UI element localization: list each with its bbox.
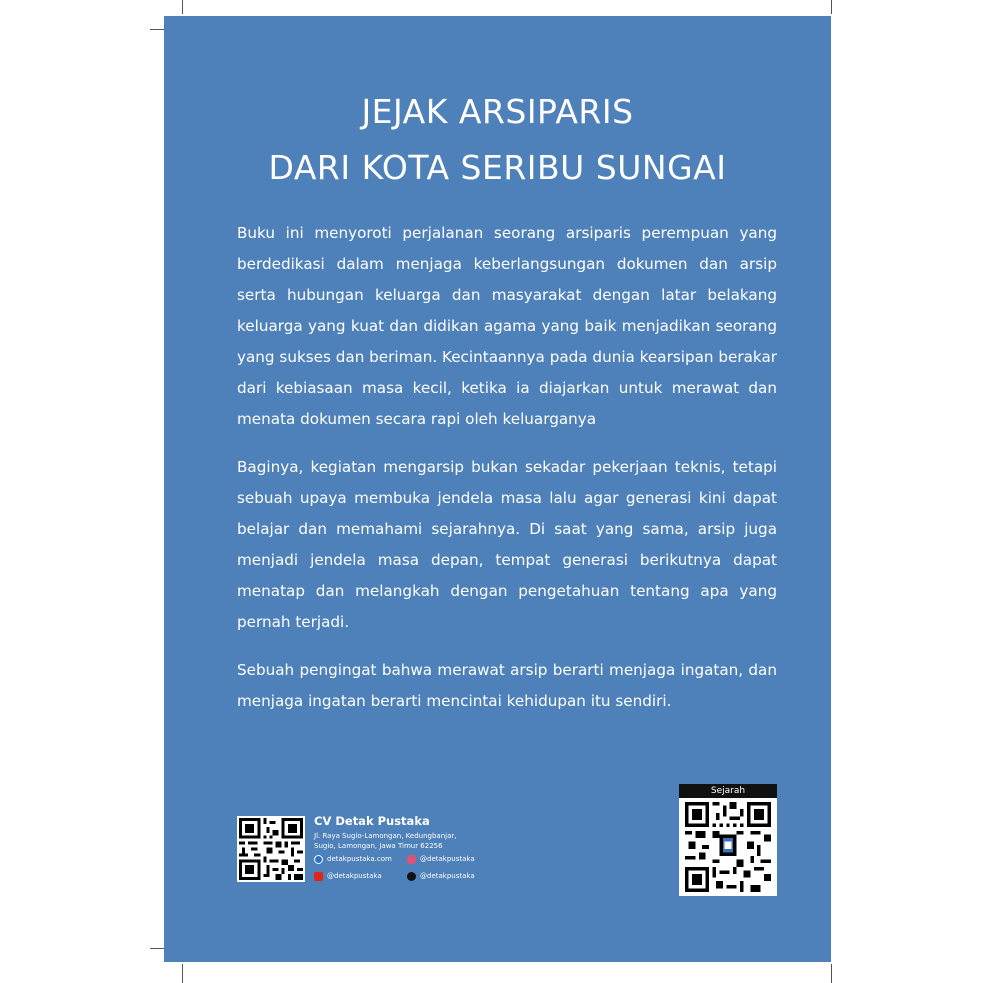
title-line-2: DARI KOTA SERIBU SUNGAI: [268, 148, 727, 187]
instagram-link[interactable]: [407, 854, 475, 864]
crop-mark-top-right: [831, 0, 832, 14]
back-cover: [164, 16, 831, 962]
website-link[interactable]: [314, 854, 392, 864]
instagram-text: @detakpustaka: [420, 855, 475, 863]
tiktok-icon: [407, 872, 416, 881]
crop-mark-left-top: [150, 29, 164, 30]
crop-mark-bottom-left: [182, 964, 183, 983]
crop-mark-left-bottom: [150, 948, 164, 949]
tiktok-text: @detakpustaka: [420, 872, 475, 880]
address-line-1: Jl. Raya Sugio-Lamongan, Kedungbanjar,: [314, 832, 457, 840]
tiktok-link[interactable]: [407, 871, 475, 881]
blurb-paragraph-3: Sebuah pengingat bahwa merawat arsip berarti menjaga ingatan, dan menjaga ingatan berarti mencintai kehidupan itu sendiri.: [237, 661, 777, 710]
publisher-address: [314, 831, 504, 851]
title-line-1: JEJAK ARSIPARIS: [361, 92, 634, 131]
blurb: [237, 218, 777, 734]
book-title: [164, 84, 831, 196]
address-line-2: Sugio, Lamongan, Jawa Timur 62256: [314, 842, 443, 850]
youtube-icon: [314, 872, 323, 881]
website-text: detakpustaka.com: [327, 855, 392, 863]
crop-mark-bottom-right: [831, 964, 832, 983]
blurb-paragraph-2: Baginya, kegiatan mengarsip bukan sekadar pekerjaan teknis, tetapi sebuah upaya membuka jendela masa lalu agar generasi kini dapat belajar dan memahami sejarahnya. Di saat yang sama, arsip juga menjadi jendela masa depan, tempat generasi berikutnya dapat menatap dan melangkah dengan pengetahuan tentang apa yang pernah terjadi.: [237, 458, 777, 631]
publisher-info: [314, 814, 504, 851]
blurb-paragraph-1: Buku ini menyoroti perjalanan seorang arsiparis perempuan yang berdedikasi dalam menjaga keberlangsungan dokumen dan arsip serta hubungan keluarga dan masyarakat dengan latar belakang keluarga yang kuat dan didikan agama yang baik menjadikan seorang yang sukses dan beriman. Kecintaannya pada dunia kearsipan berakar dari kebiasaan masa kecil, ketika ia diajarkan untuk merawat dan menata dokumen secara rapi oleh keluarganya: [237, 224, 777, 428]
qr-label: Sejarah: [679, 784, 777, 798]
youtube-text: @detakpustaka: [327, 872, 382, 880]
publisher-qr-code: [237, 816, 305, 882]
instagram-icon: [407, 855, 416, 864]
sejarah-qr-code: [679, 784, 777, 896]
globe-icon: [314, 855, 323, 864]
youtube-link[interactable]: [314, 871, 382, 881]
crop-mark-top-left: [182, 0, 183, 14]
publisher-name: CV Detak Pustaka: [314, 814, 430, 828]
